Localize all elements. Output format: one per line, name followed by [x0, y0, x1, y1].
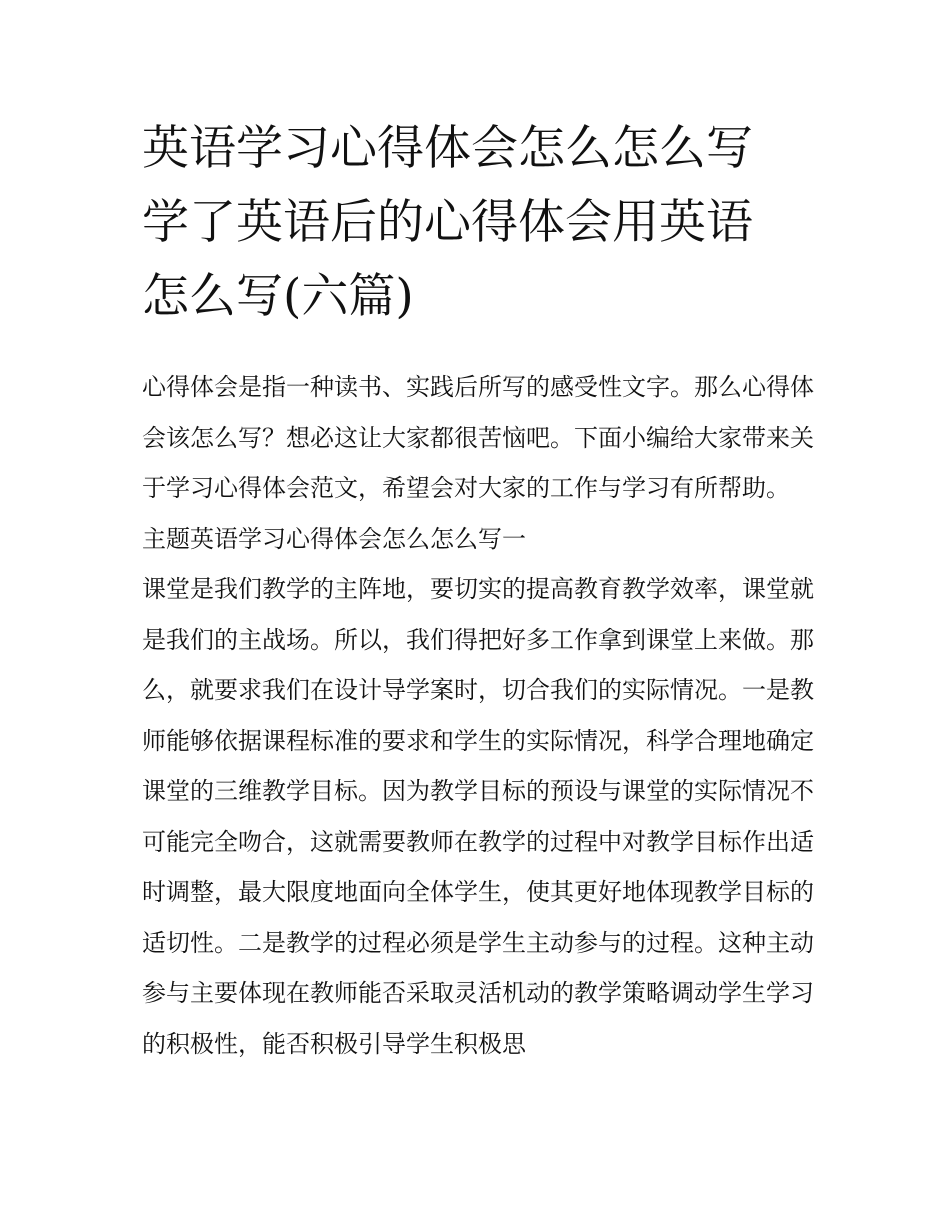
- document-title: [142, 112, 814, 334]
- title-line: 怎么写(六篇): [142, 269, 414, 324]
- title-line: 英语学习心得体会怎么怎么写: [142, 121, 753, 176]
- title-line: 学了英语后的心得体会用英语: [142, 195, 753, 250]
- section-paragraph: 课堂是我们教学的主阵地，要切实的提高教育教学效率，课堂就是我们的主战场。所以，我们得把好多工作拿到课堂上来做。那么，就要求我们在设计导学案时，切合我们的实际情况。一是教师能够依据课程标准的要求和学生的实际情况，科学合理地确定课堂的三维教学目标。因为教学目标的预设与课堂的实际情况不可能完全吻合，这就需要教师在教学的过程中对教学目标作出适时调整，最大限度地面向全体学生，使其更好地体现教学目标的适切性。二是教学的过程必须是学生主动参与的过程。这种主动参与主要体现在教师能否采取灵活机动的教学策略调动学生学习的积极性，能否积极引导学生积极思: [142, 575, 814, 1058]
- section-heading: 主题英语学习心得体会怎么怎么写一: [142, 524, 526, 553]
- document-content: [142, 112, 814, 1069]
- document-body: [142, 362, 814, 1069]
- intro-paragraph: 心得体会是指一种读书、实践后所写的感受性文字。那么心得体会该怎么写？想必这让大家都很苦恼吧。下面小编给大家带来关于学习心得体会范文，希望会对大家的工作与学习有所帮助。: [142, 373, 814, 502]
